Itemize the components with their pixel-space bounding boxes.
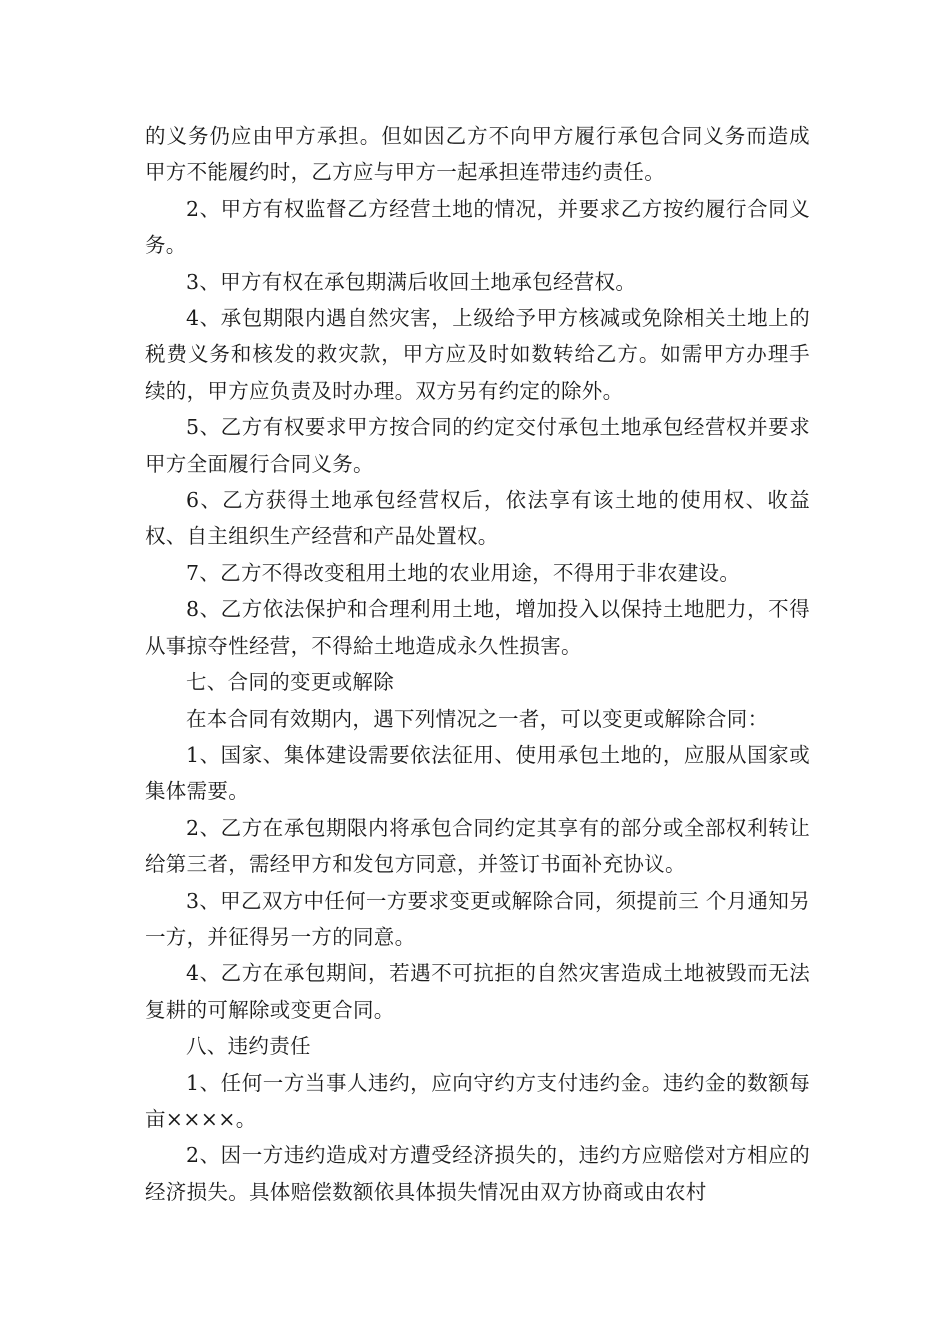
- section-heading: 八、违约责任: [186, 1034, 311, 1059]
- paragraph: 6、乙方获得土地承包经营权后，依法享有该土地的使用权、收益权、自主组织生产经营和产品处置权。: [145, 488, 810, 549]
- paragraph: 1、任何一方当事人违约，应向守约方支付违约金。违约金的数额每亩××××。: [145, 1070, 810, 1131]
- paragraph: 4、承包期限内遇自然灾害，上级给予甲方核减或免除相关土地上的税费义务和核发的救灾款，甲方应及时如数转给乙方。如需甲方办理手续的，甲方应负责及时办理。双方另有约定的除外。: [145, 306, 810, 403]
- paragraph: 2、甲方有权监督乙方经营土地的情况，并要求乙方按约履行合同义务。: [145, 196, 810, 258]
- paragraph: 3、甲乙双方中任何一方要求变更或解除合同，须提前三 个月通知另一方，并征得另一方的同意。: [145, 888, 810, 949]
- paragraph: 2、因一方违约造成对方遭受经济损失的，违约方应赔偿对方相应的经济损失。具体赔偿数额依具体损失情况由双方协商或由农村: [145, 1143, 810, 1204]
- document-body: [145, 118, 810, 1210]
- paragraph: 在本合同有效期内，遇下列情况之一者，可以变更或解除合同：: [186, 706, 769, 731]
- paragraph: 4、乙方在承包期间，若遇不可抗拒的自然灾害造成土地被毁而无法复耕的可解除或变更合同。: [145, 961, 810, 1022]
- paragraph: 8、乙方依法保护和合理利用土地，增加投入以保持土地肥力，不得从事掠夺性经营，不得給土地造成永久性损害。: [145, 597, 810, 658]
- paragraph: 3、甲方有权在承包期满后收回土地承包经营权。: [186, 269, 637, 294]
- paragraph: 2、乙方在承包期限内将承包合同约定其享有的部分或全部权利转让给第三者，需经甲方和发包方同意，并签订书面补充协议。: [145, 815, 810, 877]
- paragraph: 5、乙方有权要求甲方按合同的约定交付承包土地承包经营权并要求甲方全面履行合同义务。: [145, 415, 810, 476]
- paragraph: 1、国家、集体建设需要依法征用、使用承包土地的，应服从国家或集体需要。: [145, 742, 810, 804]
- paragraph: 7、乙方不得改变租用土地的农业用途，不得用于非农建设。: [186, 560, 741, 585]
- section-heading: 七、合同的变更或解除: [186, 670, 394, 695]
- paragraph: 的义务仍应由甲方承担。但如因乙方不向甲方履行承包合同义务而造成甲方不能履约时，乙方应与甲方一起承担连带违约责任。: [145, 124, 810, 185]
